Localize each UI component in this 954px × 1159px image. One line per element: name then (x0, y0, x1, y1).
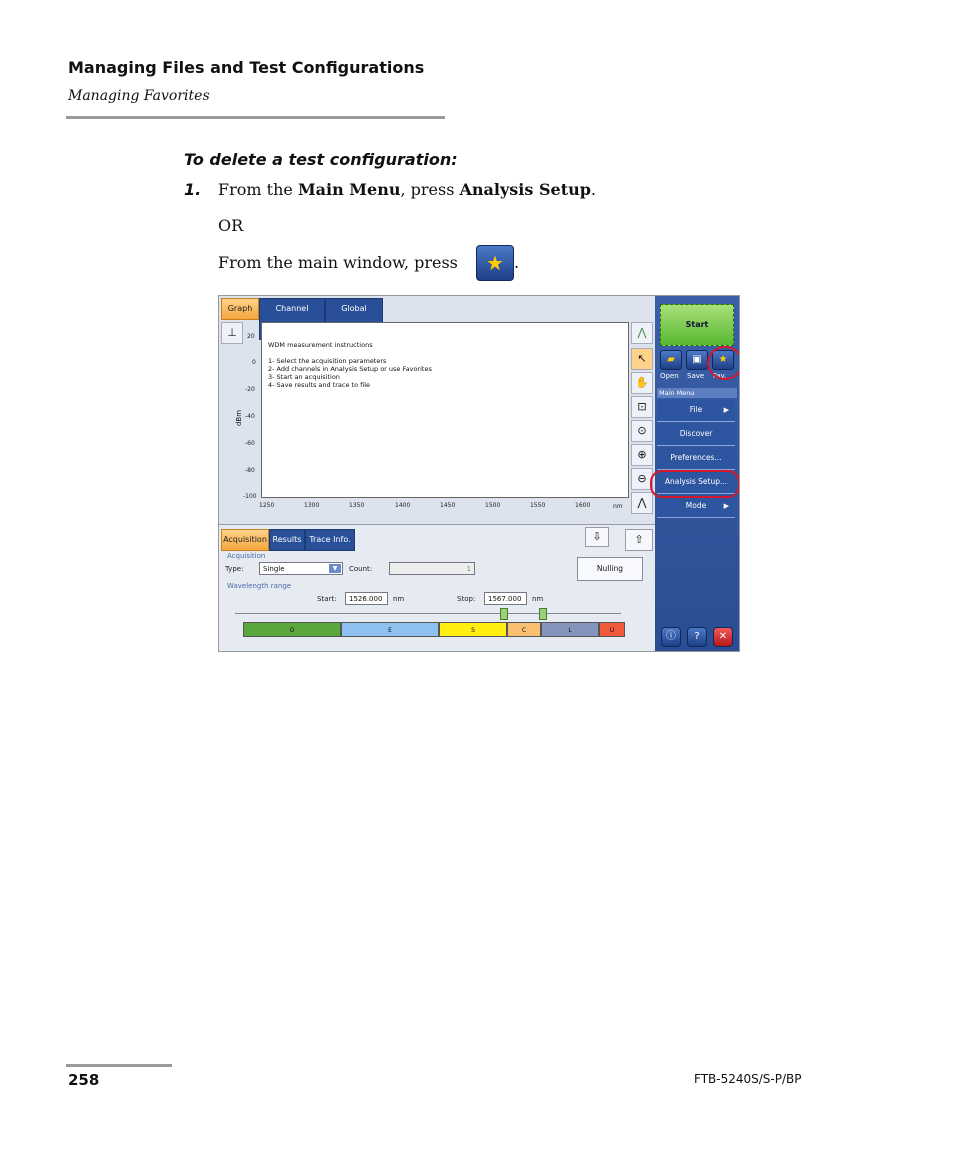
main-menu-header: Main Menu (657, 388, 737, 398)
x-tick: 1300 (304, 502, 320, 509)
analysis-setup-term: Analysis Setup (459, 180, 591, 199)
band-s: S (439, 622, 507, 637)
page-header-subtitle: Managing Favorites (68, 88, 210, 104)
nulling-button[interactable]: Nulling (577, 557, 643, 581)
menu-item-label: Preferences... (670, 453, 722, 462)
menu-item-label: Discover (679, 429, 713, 438)
tab-acquisition[interactable]: Acquisition (221, 529, 269, 551)
product-model: FTB-5240S/S-P/BP (694, 1072, 802, 1086)
app-screenshot (218, 295, 740, 652)
menu-item-file[interactable] (657, 399, 735, 422)
arrow-right-icon: ▶ (723, 502, 729, 510)
page-header-title: Managing Files and Test Configurations (68, 58, 425, 77)
menu-item-discover[interactable] (657, 423, 735, 446)
y-tick: -100 (243, 493, 257, 500)
menu-item-label: File (689, 405, 703, 414)
stop-wavelength-field[interactable]: 1567.000 (484, 592, 527, 605)
x-tick: 1400 (395, 502, 411, 509)
x-tick: 1600 (575, 502, 591, 509)
count-field[interactable]: 1 (389, 562, 475, 575)
fav-label: Fav. (713, 372, 727, 380)
pointer-icon[interactable]: ↖ (631, 348, 653, 370)
trace-plot[interactable] (261, 322, 629, 498)
band-e: E (341, 622, 439, 637)
open-label: Open (660, 372, 679, 380)
y-tick: 0 (252, 359, 256, 366)
close-icon[interactable]: ✕ (713, 627, 733, 647)
y-tick: -60 (245, 440, 255, 447)
tab-results[interactable]: Results (269, 529, 305, 551)
start-slider-handle[interactable] (500, 608, 508, 620)
x-tick: 1500 (485, 502, 501, 509)
help-icon[interactable]: ? (687, 627, 707, 647)
start-wavelength-field[interactable]: 1526.000 (345, 592, 388, 605)
y-tick: -20 (245, 386, 255, 393)
alt-step-text: From the main window, press (218, 253, 458, 272)
zoom-in-icon[interactable]: ⊕ (631, 444, 653, 466)
y-axis-label: dBm (235, 409, 244, 427)
main-menu-term: Main Menu (297, 180, 401, 199)
arrow-right-icon: ▶ (723, 406, 729, 414)
tab-global-results[interactable]: Global (325, 298, 383, 340)
zoom-out-icon[interactable]: ⊖ (631, 468, 653, 490)
x-tick: 1550 (530, 502, 546, 509)
step-number: 1. (184, 180, 202, 199)
band-u: U (599, 622, 625, 637)
stop-slider-handle[interactable] (539, 608, 547, 620)
band-c: C (507, 622, 541, 637)
start-button[interactable]: Start (660, 304, 734, 346)
info-icon[interactable]: ⓘ (661, 627, 681, 647)
star-icon: ★ (486, 251, 504, 275)
x-tick: 1350 (349, 502, 365, 509)
tab-graph[interactable]: Graph (221, 298, 259, 320)
type-value: Single (263, 565, 285, 573)
step-text: . (590, 180, 596, 199)
stop-unit: nm (532, 595, 544, 603)
open-folder-icon[interactable]: ▰ (660, 350, 682, 370)
menu-item-mode[interactable] (657, 495, 735, 518)
step-text: From the (218, 180, 298, 199)
expand-up-icon[interactable]: ⇧ (625, 529, 653, 551)
save-disk-icon[interactable]: ▣ (686, 350, 708, 370)
tab-channel-results[interactable]: Channel (259, 298, 325, 340)
favorites-icon (476, 245, 514, 281)
instructions-title: WDM measurement instructions (268, 341, 373, 349)
spectrum-view-icon[interactable]: ⋀ (631, 322, 653, 344)
x-tick: 1450 (440, 502, 456, 509)
start-unit: nm (393, 595, 405, 603)
marker-icon[interactable]: ⊥ (221, 322, 243, 344)
alt-step-period: . (514, 253, 520, 272)
count-label: Count: (349, 565, 373, 573)
procedure-heading: To delete a test configuration: (184, 150, 458, 169)
menu-item-label: Analysis Setup... (664, 477, 728, 486)
menu-item-preferences[interactable] (657, 447, 735, 470)
stop-label: Stop: (457, 595, 476, 603)
page-number: 258 (68, 1071, 100, 1089)
type-label: Type: (225, 565, 244, 573)
or-text: OR (218, 216, 244, 235)
collapse-down-icon[interactable]: ⇩ (585, 527, 609, 547)
full-view-icon[interactable]: ⋀ (631, 492, 653, 514)
footer-divider (66, 1064, 172, 1067)
range-slider-track[interactable] (235, 613, 621, 614)
instruction-line: 3- Start an acquisition (268, 373, 340, 381)
menu-item-label: Mode (685, 501, 707, 510)
type-select[interactable] (259, 562, 343, 575)
favorites-star-icon[interactable]: ★ (712, 350, 734, 370)
zoom-area-icon[interactable]: ⊡ (631, 396, 653, 418)
save-label: Save (687, 372, 705, 380)
x-unit: nm (613, 503, 623, 510)
wavelength-group-label: Wavelength range (227, 582, 292, 590)
instruction-line: 4- Save results and trace to file (268, 381, 371, 389)
zoom-fit-icon[interactable]: ⊙ (631, 420, 653, 442)
step-1-text (218, 180, 596, 199)
analysis-setup-highlight (650, 470, 740, 498)
tab-trace-info[interactable]: Trace Info. (305, 529, 355, 551)
pan-hand-icon[interactable]: ✋ (631, 372, 653, 394)
y-tick: -80 (245, 467, 255, 474)
x-tick: 1250 (259, 502, 275, 509)
fav-highlight-circle (707, 346, 740, 380)
instruction-line: 1- Select the acquisition parameters (268, 357, 387, 365)
chevron-down-icon: ▼ (329, 564, 341, 573)
step-text: , press (400, 180, 460, 199)
band-l: L (541, 622, 599, 637)
instruction-line: 2- Add channels in Analysis Setup or use Favorites (268, 365, 432, 373)
y-tick: 20 (247, 333, 255, 340)
y-tick: -40 (245, 413, 255, 420)
band-o: O (243, 622, 341, 637)
start-label: Start: (317, 595, 337, 603)
acquisition-group-label: Acquisition (227, 552, 266, 560)
header-divider (66, 116, 445, 119)
